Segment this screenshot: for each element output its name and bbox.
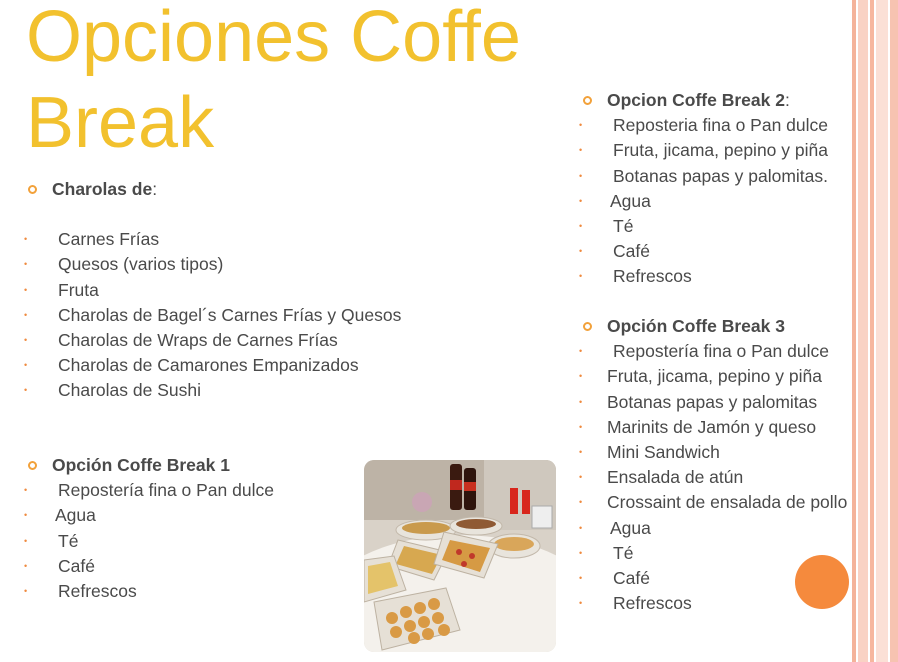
list-item: • Fruta, jicama, pepino y piña	[607, 138, 828, 163]
list-item: • Agua	[607, 516, 847, 541]
list-item: • Quesos (varios tipos)	[52, 252, 401, 277]
list-item: • Reposteria fina o Pan dulce	[607, 113, 828, 138]
opcion1-list	[52, 453, 274, 604]
list-item: • Repostería fina o Pan dulce	[52, 478, 274, 503]
list-item: • Refrescos	[607, 591, 847, 616]
opcion2-heading: Opcion Coffe Break 2:	[607, 88, 828, 113]
list-item: • Marinits de Jamón y queso	[607, 415, 847, 440]
opcion1-heading: Opción Coffe Break 1	[52, 453, 274, 478]
list-item: • Té	[607, 541, 847, 566]
list-item: • Ensalada de atún	[607, 465, 847, 490]
slide-title: Opciones Coffe Break	[26, 0, 521, 163]
border-stripe	[858, 0, 868, 662]
list-item: • Charolas de Wraps de Carnes Frías	[52, 328, 401, 353]
list-item: • Mini Sandwich	[607, 440, 847, 465]
border-stripe	[890, 0, 898, 662]
list-item: • Té	[52, 529, 274, 554]
border-stripe	[852, 0, 856, 662]
opcion2-list	[607, 88, 828, 290]
list-item: • Agua	[52, 503, 274, 528]
list-item: • Fruta, jicama, pepino y piña	[607, 364, 847, 389]
list-item: • Refrescos	[52, 579, 274, 604]
list-item: • Café	[52, 554, 274, 579]
list-item: • Carnes Frías	[52, 227, 401, 252]
list-item: • Café	[607, 239, 828, 264]
list-item: • Botanas papas y palomitas	[607, 390, 847, 415]
list-item: • Café	[607, 566, 847, 591]
opcion3-heading: Opción Coffe Break 3	[607, 314, 847, 339]
list-item: • Agua	[607, 189, 828, 214]
border-stripe	[870, 0, 874, 662]
list-item: • Refrescos	[607, 264, 828, 289]
list-item: • Repostería fina o Pan dulce	[607, 339, 847, 364]
list-item: • Botanas papas y palomitas.	[607, 164, 828, 189]
list-item: • Crossaint de ensalada de pollo	[607, 490, 847, 515]
charolas-list	[52, 177, 401, 404]
list-item: • Té	[607, 214, 828, 239]
charolas-heading: Charolas de:	[52, 177, 401, 202]
list-item: • Fruta	[52, 278, 401, 303]
decorative-circle	[795, 555, 849, 609]
list-item: • Charolas de Sushi	[52, 378, 401, 403]
list-item: • Charolas de Camarones Empanizados	[52, 353, 401, 378]
list-item: • Charolas de Bagel´s Carnes Frías y Quesos	[52, 303, 401, 328]
coffee-break-food-photo	[364, 460, 556, 652]
border-stripe	[876, 0, 888, 662]
